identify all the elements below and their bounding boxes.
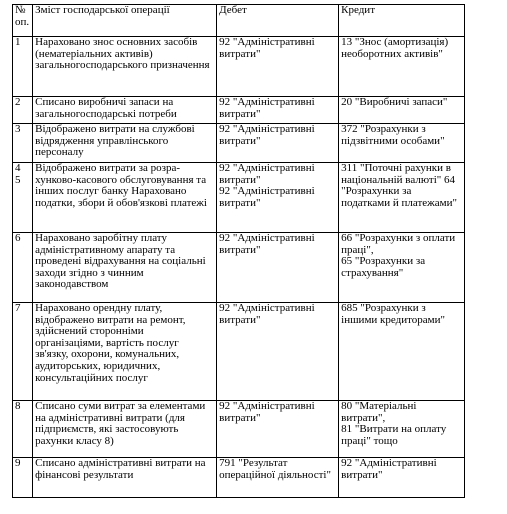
row-credit <box>339 401 465 458</box>
row-debit-text: 92 "Адміністративні витрати" 92 "Адміністративні витрати" <box>219 162 315 209</box>
row-operation: Відображено витрати на службові відрядження управлінського персоналу <box>33 124 217 163</box>
operations-table <box>12 4 465 498</box>
row-credit: 685 "Розрахунки з іншими кредиторами" <box>339 303 465 401</box>
header-debit: Дебет <box>217 5 339 37</box>
table-row <box>13 163 465 233</box>
table-row <box>13 303 465 401</box>
table-row <box>13 401 465 458</box>
row-num: 1 <box>13 37 33 97</box>
row-credit-text: 66 "Розрахунки з оплати праці", 65 "Розрахунки за страхування" <box>341 232 456 279</box>
operations-table-wrapper <box>12 4 465 498</box>
header-operation: Зміст господарської операції <box>33 5 217 37</box>
row-credit: 13 "Знос (амортизація) необоротних активів" <box>339 37 465 97</box>
header-credit: Кредит <box>339 5 465 37</box>
row-credit: 92 "Адміністративні витрати" <box>339 458 465 498</box>
row-operation: Нараховано орендну плату, відображено витрати на ремонт, здійснений сторонніми організаціями, вартість послуг зв'язку, охорони, комунальних, аудиторських, юридичних, консультаційних послуг <box>33 303 217 401</box>
table-header-row <box>13 5 465 37</box>
row-operation: Списано суми витрат за елементами на адміністративні витрати (для підприємств, які застосовують рахунки класу 8) <box>33 401 217 458</box>
row-debit: 791 "Результат операційної діяльності" <box>217 458 339 498</box>
row-debit: 92 "Адміністративні витрати" <box>217 401 339 458</box>
row-credit-text: 80 "Матеріальні витрати", 81 "Витрати на оплату праці" тощо <box>341 400 447 447</box>
row-debit: 92 "Адміністративні витрати" <box>217 303 339 401</box>
row-debit <box>217 163 339 233</box>
row-operation: Списано виробничі запаси на загальногосподарські потреби <box>33 97 217 124</box>
row-num: 6 <box>13 233 33 303</box>
row-num: 2 <box>13 97 33 124</box>
row-debit: 92 "Адміністративні витрати" <box>217 37 339 97</box>
row-operation: Списано адміністративні витрати на фінансові результати <box>33 458 217 498</box>
row-operation: Нараховано заробітну плату адміністративному апарату та проведені відрахування на соціальні заходи згідно з чинним законодавством <box>33 233 217 303</box>
header-num: № оп. <box>13 5 33 37</box>
row-num: 3 <box>13 124 33 163</box>
table-row <box>13 458 465 498</box>
row-num: 9 <box>13 458 33 498</box>
table-row <box>13 37 465 97</box>
row-debit: 92 "Адміністративні витрати" <box>217 97 339 124</box>
row-debit: 92 "Адміністративні витрати" <box>217 124 339 163</box>
row-credit: 20 "Виробничі запаси" <box>339 97 465 124</box>
table-row <box>13 233 465 303</box>
row-num <box>13 163 33 233</box>
row-credit: 311 "Поточні рахунки в національній валюті" 64 "Розрахунки за податками й платежами" <box>339 163 465 233</box>
row-num: 8 <box>13 401 33 458</box>
row-debit: 92 "Адміністративні витрати" <box>217 233 339 303</box>
row-num-text: 4 5 <box>15 162 21 186</box>
table-row <box>13 124 465 163</box>
table-row <box>13 97 465 124</box>
row-credit <box>339 233 465 303</box>
row-operation: Нараховано знос основних засобів (нематеріальних активів) загальногосподарського призначення <box>33 37 217 97</box>
row-credit: 372 "Розрахунки з підзвітними особами" <box>339 124 465 163</box>
row-num: 7 <box>13 303 33 401</box>
row-operation: Відображено витрати за розра-хунково-касового обслуговування та інших послуг банку Нараховано податки, збори й обов'язкові платежі <box>33 163 217 233</box>
